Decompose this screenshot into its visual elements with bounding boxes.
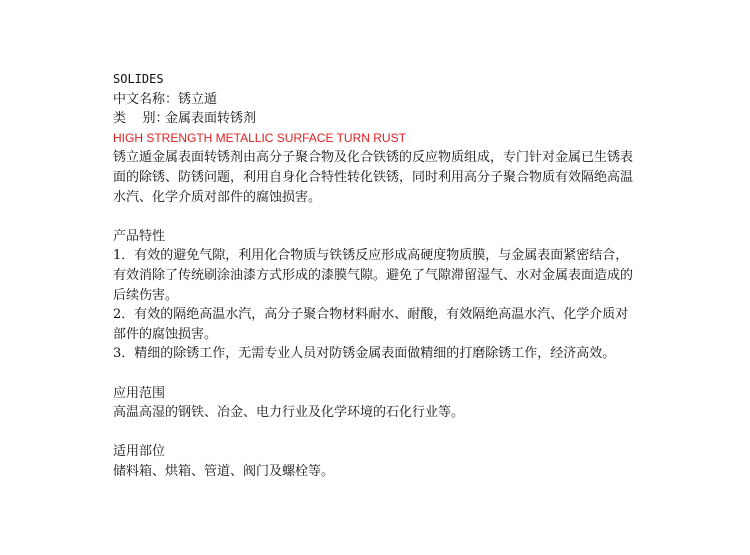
application-heading: 应用范围 (113, 385, 166, 401)
feature-line-1: 1．有效的避免气隙，利用化合物质与铁锈反应形成高硬度物质膜，与金属表面紧密结合， (113, 248, 629, 264)
english-title: HIGH STRENGTH METALLIC SURFACE TURN RUST (113, 130, 406, 145)
spacer (113, 207, 653, 227)
parts-heading: 适用部位 (113, 444, 166, 460)
feature-line-3: 后续伤害。 (113, 287, 179, 303)
application-text: 高温高湿的钢铁、冶金、电力行业及化学环境的石化行业等。 (113, 405, 465, 421)
parts-text: 储料箱、烘箱、管道、阀门及螺栓等。 (113, 463, 335, 479)
feature-line-6: 3．精细的除锈工作，无需专业人员对防锈金属表面做精细的打磨除锈工作，经济高效。 (113, 346, 616, 362)
feature-line-5: 部件的腐蚀损害。 (113, 326, 218, 342)
spacer (113, 364, 653, 384)
category-line (113, 109, 653, 129)
intro-line-1: 锈立遁金属表面转锈剂由高分子聚合物及化合铁锈的反应物质组成，专门针对金属已生锈表 (113, 150, 634, 166)
intro-line-2: 面的除锈、防锈问题，利用自身化合特性转化铁锈，同时利用高分子聚合物质有效隔绝高温 (113, 169, 634, 185)
feature-line-2: 有效消除了传统刷涂油漆方式形成的漆膜气隙。避免了气隙滞留湿气、水对金属表面造成的 (113, 267, 634, 283)
intro-line-3: 水汽、化学介质对部件的腐蚀损害。 (113, 189, 322, 205)
feature-line-4: 2．有效的隔绝高温水汽，高分子聚合物材料耐水、耐酸，有效隔绝高温水汽、化学介质对 (113, 307, 629, 323)
category-label: 类 别： (113, 111, 169, 127)
product-code: SOLIDES (113, 72, 164, 86)
features-heading: 产品特性 (113, 228, 166, 244)
document-body (113, 70, 653, 481)
chinese-name-line: 中文名称：锈立遁 (113, 91, 218, 107)
spacer (113, 423, 653, 443)
category-value: 金属表面转锈剂 (165, 111, 257, 127)
